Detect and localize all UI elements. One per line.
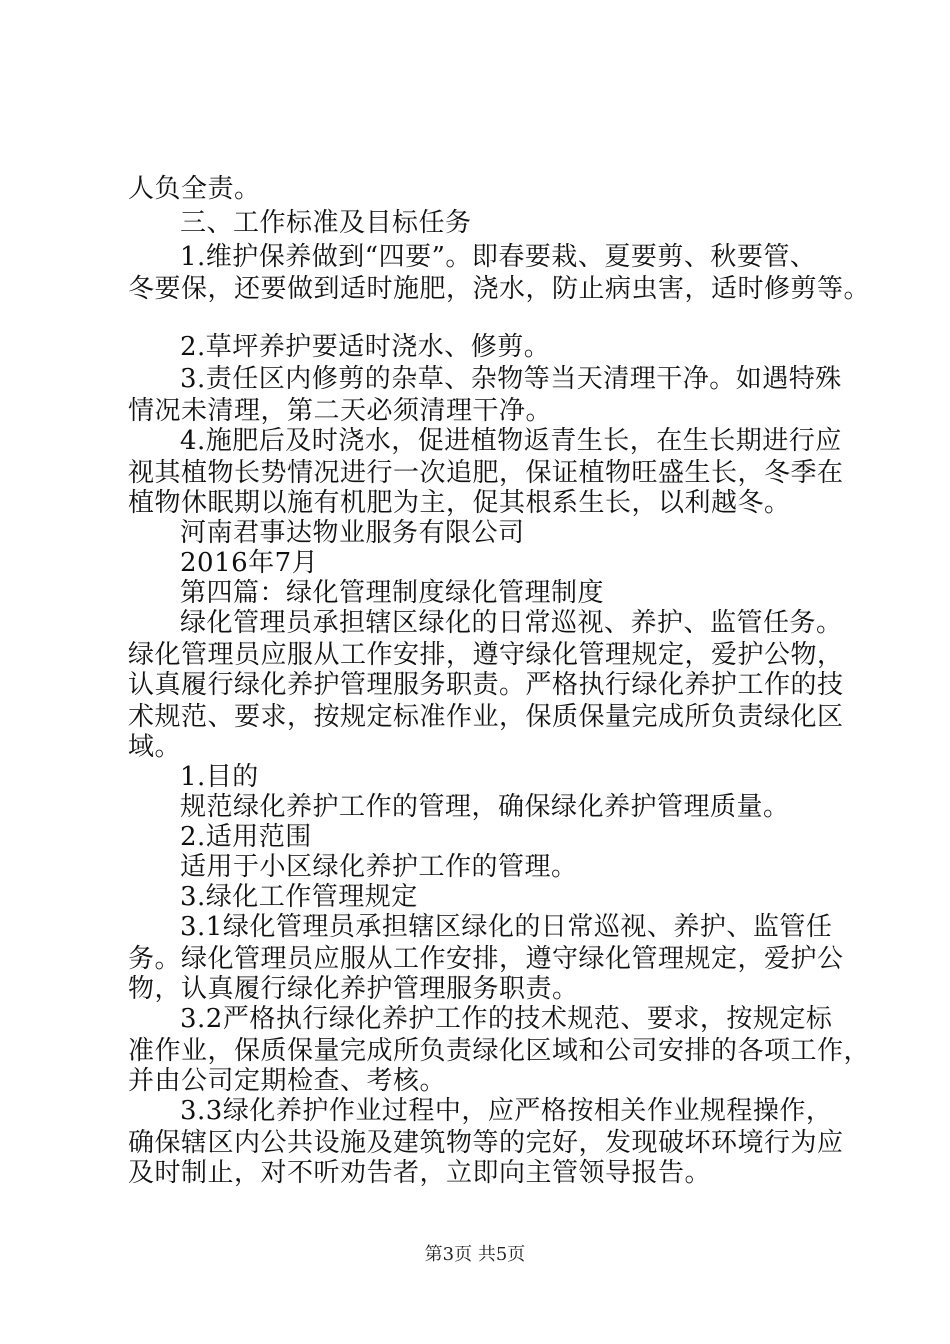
text-line: 3.3绿化养护作业过程中，应严格按相关作业规程操作， (180, 1096, 833, 1126)
text-line: 植物休眠期以施有机肥为主，促其根系生长，以利越冬。 (128, 488, 791, 518)
text-line: 3.责任区内修剪的杂草、杂物等当天清理干净。如遇特殊 (180, 364, 842, 394)
text-line: 3.2严格执行绿化养护工作的技术规范、要求，按规定标 (180, 1004, 833, 1034)
text-line: 务。绿化管理员应服从工作安排，遵守绿化管理规定，爱护公 (128, 944, 844, 974)
page-number-footer: 第3页 共5页 (424, 1244, 526, 1265)
section-heading: 3.绿化工作管理规定 (180, 882, 418, 912)
section-heading: 2.适用范围 (180, 822, 312, 852)
text-line: 3.1绿化管理员承担辖区绿化的日常巡视、养护、监管任 (180, 912, 833, 942)
text-line: 1.维护保养做到“四要”。即春要栽、夏要剪、秋要管、 (180, 242, 817, 272)
text-line: 情况未清理，第二天必须清理干净。 (128, 396, 553, 426)
section-heading: 1.目的 (180, 762, 259, 792)
text-line: 4.施肥后及时浇水，促进植物返青生长，在生长期进行应 (180, 426, 842, 456)
text-line: 冬要保，还要做到适时施肥，浇水，防止病虫害，适时修剪等。 (128, 274, 871, 304)
text-line: 绿化管理员应服从工作安排，遵守绿化管理规定，爱护公物， (128, 640, 844, 670)
section-heading: 三、工作标准及目标任务 (180, 208, 472, 238)
text-line: 适用于小区绿化养护工作的管理。 (180, 852, 578, 882)
chapter-title: 第四篇：绿化管理制度绿化管理制度 (180, 578, 605, 608)
text-line: 绿化管理员承担辖区绿化的日常巡视、养护、监管任务。 (180, 608, 843, 638)
text-line: 认真履行绿化养护管理服务职责。严格执行绿化养护工作的技 (128, 670, 844, 700)
text-line: 及时制止，对不听劝告者，立即向主管领导报告。 (128, 1158, 712, 1188)
text-line: 人负全责。 (128, 174, 261, 204)
text-line: 并由公司定期检查、考核。 (128, 1066, 447, 1096)
text-line: 域。 (128, 732, 182, 762)
text-line: 准作业，保质保量完成所负责绿化区域和公司安排的各项工作， (128, 1036, 871, 1066)
text-line: 确保辖区内公共设施及建筑物等的完好，发现破坏环境行为应 (128, 1128, 844, 1158)
text-line: 2.草坪养护要适时浇水、修剪。 (180, 332, 551, 362)
text-line: 规范绿化养护工作的管理，确保绿化养护管理质量。 (180, 792, 790, 822)
text-line: 视其植物长势情况进行一次追肥，保证植物旺盛生长，冬季在 (128, 458, 844, 488)
company-name: 河南君事达物业服务有限公司 (180, 518, 525, 548)
text-line: 物，认真履行绿化养护管理服务职责。 (128, 974, 579, 1004)
text-line: 术规范、要求，按规定标准作业，保质保量完成所负责绿化区 (128, 702, 844, 732)
date-line: 2016年7月 (180, 548, 319, 578)
